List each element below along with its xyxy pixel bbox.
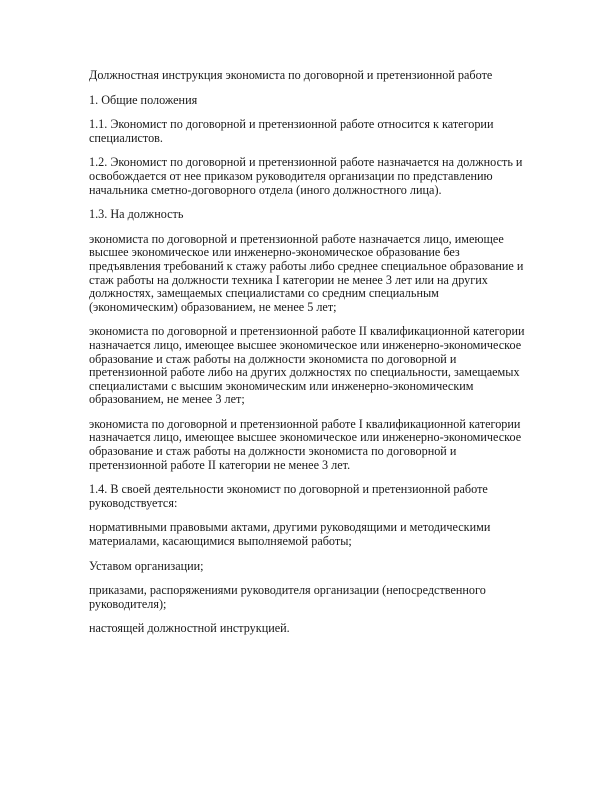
paragraph-1-4-orders: приказами, распоряжениями руководителя организации (непосредственного руководителя); — [89, 583, 486, 611]
document-title: Должностная инструкция экономиста по договорной и претензионной работе — [89, 68, 493, 82]
section-heading-general: 1. Общие положения — [89, 92, 198, 107]
paragraph-1-4-instruction: настоящей должностной инструкцией. — [89, 621, 290, 636]
paragraph-1-3-category-1: экономиста по договорной и претензионной работе I квалификационной категории назначается лицо, имеющее высшее экономическое или инженерно-экономическое образование и стаж работы на должности экономиста по договорной и претензионной работе II категории не менее 3 лет. — [89, 416, 522, 472]
paragraph-1-4-normative-acts: нормативными правовыми актами, другими руководящими и методическими материалами, касающимися выполняемой работы; — [89, 520, 491, 549]
paragraph-1-4-charter: Уставом организации; — [89, 558, 204, 573]
paragraph-1-4: 1.4. В своей деятельности экономист по договорной и претензионной работе руководствуется: — [89, 482, 488, 510]
paragraph-1-3-category-2: экономиста по договорной и претензионной работе II квалификационной категории назначается лицо, имеющее высшее экономическое или инженерно-экономическое образование и стаж работы на должности экономиста по договорной и претензионной работе либо на других должностях по специальности, замещаемых специалистами с высшим экономическим или инженерно-экономическим образованием, не менее 3 лет; — [89, 324, 525, 407]
paragraph-1-1: 1.1. Экономист по договорной и претензионной работе относится к категории специалистов. — [89, 117, 494, 145]
paragraph-1-2: 1.2. Экономист по договорной и претензионной работе назначается на должность и освобождается от нее приказом руководителя организации по представлению начальника сметно-договорного отдела (иного должностного лица). — [89, 155, 523, 197]
paragraph-1-3: 1.3. На должность — [89, 207, 184, 222]
paragraph-1-3-economist: экономиста по договорной и претензионной работе назначается лицо, имеющее высшее экономическое или инженерно-экономическое образование без предъявления требований к стажу работы либо среднее специальное образование и стаж работы на должности техника I категории не менее 3 лет или на других должностях, замещаемых специалистами со средним специальным (экономическим) образованием, не менее 5 лет; — [89, 231, 524, 314]
document-page — [89, 69, 529, 647]
